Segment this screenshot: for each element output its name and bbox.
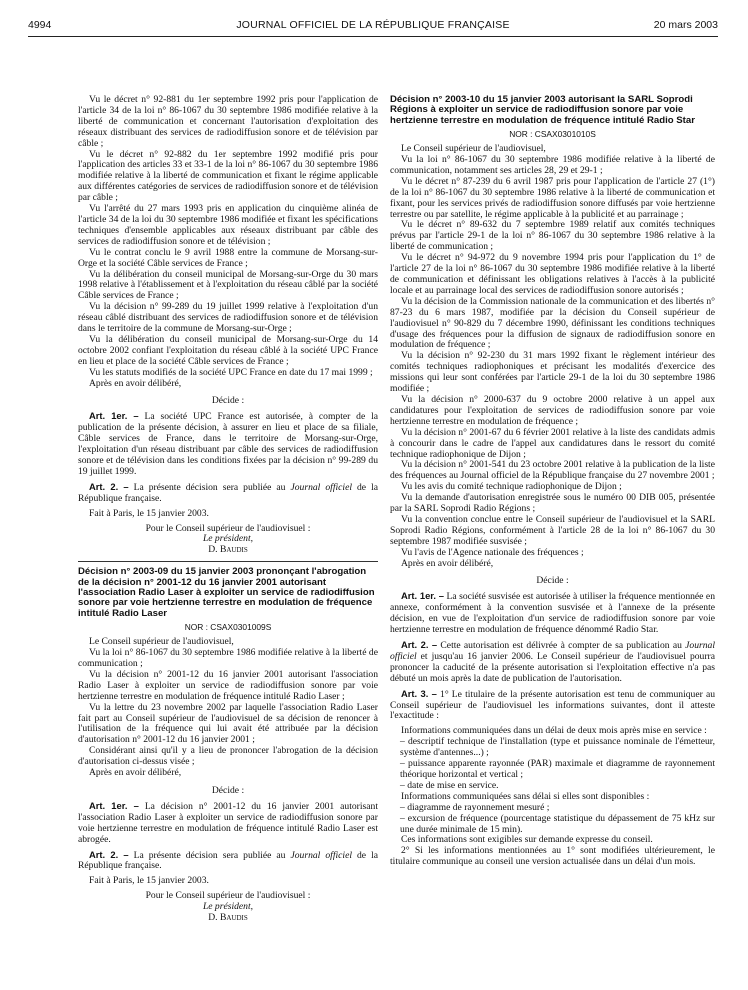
paragraph: Vu le décret n° 92-882 du 1er septembre 1992 modifié pris pour l'application des articles 33 et 33-1 de la loi n° 86-1067 du 30 septembre 1986 modifiée relative à la liberté de communication et fixant le régime applicable aux différentes catégories de services de radiodiffusion sonore et de télévision par câble ; <box>78 148 378 204</box>
paragraph: Vu la décision n° 2001-67 du 6 février 2001 relative à la liste des candidats admis à concourir dans le cadre de l'appel aux candidatures dans le ressort du comité technique radiophonique de Dijon ; <box>390 426 715 460</box>
list-item: – date de mise en service. <box>400 779 499 791</box>
paragraph: 2° Si les informations mentionnées au 1° sont modifiées ultérieurement, le titulaire communique au conseil une version actualisée dans un délai d'un mois. <box>390 845 715 868</box>
signature-role: Le président, <box>202 533 254 545</box>
signing-place-date: Fait à Paris, le 15 janvier 2003. <box>89 875 209 887</box>
paragraph: Ces informations sont exigibles sur demande expresse du conseil. <box>401 834 653 846</box>
journal-ref: Journal officiel <box>390 640 716 662</box>
signature-for: Pour le Conseil supérieur de l'audiovisuel : <box>145 522 311 534</box>
issue-date: 20 mars 2003 <box>653 19 718 31</box>
paragraph: Vu la délibération du conseil municipal de Morsang-sur-Orge du 30 mars 1998 relative à l'établissement et à l'exploitation du réseau câblé par la société Câble services de France ; <box>78 268 378 302</box>
decide-heading: Décide : <box>211 395 245 407</box>
list-item: – excursion de fréquence (pourcentage statistique du dépassement de 75 kHz sur une durée minimale de 15 min). <box>400 812 715 835</box>
article-2: Art. 2. – La présente décision sera publiée au Journal officiel de la République française. <box>78 848 378 872</box>
list-item: – descriptif technique de l'installation (type et puissance nominale de l'émetteur, système d'antennes...) ; <box>400 736 715 759</box>
list-item: – diagramme de rayonnement mesuré ; <box>400 801 550 813</box>
article-1: Art. 1er. – La décision n° 2001-12 du 16 janvier 2001 autorisant l'association Radio Laser à exploiter un service de radiodiffusion sonore par voie hertzienne terrestre en modulation de fréquence intitulé Radio Laser est abrogée. <box>78 799 378 845</box>
info-heading: Informations communiquées sans délai si elles sont disponibles : <box>401 790 650 802</box>
paragraph: Vu la délibération du conseil municipal de Morsang-sur-Orge du 14 octobre 2002 confiant l'exploitation du réseau câblé à la société UPC France en lieu et place de la société Câble services de France ; <box>78 333 378 367</box>
article-label: Art. 1er. – <box>401 590 444 602</box>
section-divider <box>78 561 378 562</box>
decision-title: Décision n° 2003-09 du 15 janvier 2003 prononçant l'abrogation de la décision n° 2001-12 du 16 janvier 2001 autorisant l'association Radio Laser à exploiter un service de radiodiffusion sonore par voie hertzienne terrestre en modulation de fréquence intitulé Radio Laser <box>78 566 375 619</box>
paragraph: Vu les statuts modifiés de la société UPC France en date du 17 mai 1999 ; <box>89 366 373 378</box>
paragraph: Vu le décret n° 87-239 du 6 avril 1987 pris pour l'application de l'article 27 (1°) de la loi n° 86-1067 du 30 septembre 1986 relative à la liberté de communication et fixant, pour les services privés de radiodiffusion sonore diffusés par voie hertzienne terrestre ou par satellite, le régime applicable à la publicité et au parrainage ; <box>390 175 715 220</box>
article-label: Art. 2. – <box>89 848 129 860</box>
signature-name: D. Baudis <box>208 544 248 556</box>
article-label: Art. 1er. – <box>89 410 139 422</box>
paragraph: Vu la décision n° 92-230 du 31 mars 1992 fixant le règlement intérieur des comités techniques radiophoniques et précisant les modalités d'exercice des missions qui leur sont conférées par l'article 29-1 de la loi du 30 septembre 1986 modifiée ; <box>390 350 715 395</box>
nor-reference: NOR : CSAX0301010S <box>509 129 596 140</box>
paragraph: Vu le contrat conclu le 9 avril 1988 entre la commune de Morsang-sur-Orge et la société Câble services de France ; <box>78 246 378 269</box>
paragraph: Vu la loi n° 86-1067 du 30 septembre 1986 modifiée relative à la liberté de communication, notamment ses articles 28, 29 et 29-1 ; <box>390 154 715 176</box>
article-1: Art. 1er. – La société susvisée est autorisée à utiliser la fréquence mentionnée en annexe, conformément à la convention susvisée et à l'annexe de la présente décision, en vue de l'exploitation d'un service de radiodiffusion sonore par voie hertzienne terrestre en modulation de fréquence dénommé Radio Star. <box>390 590 715 636</box>
signing-place-date: Fait à Paris, le 15 janvier 2003. <box>89 507 209 519</box>
page-number: 4994 <box>28 19 52 31</box>
paragraph: Vu la convention conclue entre le Conseil supérieur de l'audiovisuel et la SARL Soprodi Radio Régions, conformément à l'article 28 de la loi n° 86-1067 du 30 septembre 1987 modifiée susvisée ; <box>390 513 715 547</box>
paragraph: Vu les avis du comité technique radiophonique de Dijon ; <box>401 481 622 493</box>
paragraph: Vu la lettre du 23 novembre 2002 par laquelle l'association Radio Laser fait part au Conseil supérieur de l'audiovisuel de sa décision de renoncer à l'utilisation de la fréquence qui lui avait été attribuée par la décision d'autorisation n° 2001-12 du 16 janvier 2001 ; <box>78 701 378 746</box>
article-1 <box>78 411 378 477</box>
paragraph: Vu la demande d'autorisation enregistrée sous le numéro 00 DIB 005, présentée par la SARL Soprodi Radio Régions ; <box>390 492 715 515</box>
article-2: Art. 2. – La présente décision sera publiée au Journal officiel de la République française. <box>78 480 378 504</box>
paragraph: Vu la décision n° 2000-637 du 9 octobre 2000 relative à un appel aux candidatures pour l'exploitation de services de radiodiffusion sonore par voie hertzienne terrestre en modulation de fréquence ; <box>390 393 715 427</box>
paragraph: Après en avoir délibéré, <box>89 767 182 779</box>
journal-ref: Journal officiel <box>290 481 352 493</box>
signature-name: D. Baudis <box>208 912 248 924</box>
article-label: Art. 3. – <box>401 687 437 699</box>
signature-for: Pour le Conseil supérieur de l'audiovisuel : <box>145 890 311 902</box>
journal-title: JOURNAL OFFICIEL DE LA RÉPUBLIQUE FRANÇAISE <box>236 19 510 31</box>
paragraph: Vu la décision n° 2001-541 du 23 octobre 2001 relative à la publication de la liste des fréquences au Journal officiel de la République française du 27 novembre 2001 ; <box>390 459 715 482</box>
article-2: Art. 2. – Cette autorisation est délivrée à compter de sa publication au Journal officiel et jusqu'au 16 janvier 2006. Le Conseil supérieur de l'audiovisuel pourra prononcer la caducité de la présente autorisation si l'exploitation effective n'a pas débuté un mois après la date de publication de l'autorisation. <box>390 639 716 684</box>
paragraph: Vu la décision de la Commission nationale de la communication et des libertés n° 87-23 du 6 mars 1987, modifiée par la décision du Conseil supérieur de l'audiovisuel n° 90-829 du 7 décembre 1990, définissant les conditions techniques d'usage des fréquences pour la diffusion de signaux de radiodiffusion sonore en modulation de fréquence ; <box>390 295 715 351</box>
decide-heading: Décide : <box>536 575 569 587</box>
paragraph: Après en avoir délibéré, <box>401 557 494 569</box>
paragraph: Vu l'arrêté du 27 mars 1993 pris en application du cinquième alinéa de l'article 34 de la loi du 30 septembre 1986 modifiée et fixant les spécifications techniques d'ensemble applicables aux réseaux distribuant par câble des services de radiodiffusion sonore et de télévision ; <box>78 203 378 247</box>
paragraph: Le Conseil supérieur de l'audiovisuel, <box>89 636 234 648</box>
article-text: La société UPC France est autorisée, à compter de la publication de la présente décision, à assurer en lieu et place de sa filiale, Câble services de France, dans le territoire de Morsang-sur-Orge, l'exploitation d'un réseau distribuant par câble des services de radiodiffusion sonore et de télévision dans les conditions fixées par la décision n° 99-289 du 19 juillet 1999. <box>78 411 379 477</box>
decision-title: Décision n° 2003-10 du 15 janvier 2003 autorisant la SARL Soprodi Régions à exploiter un service de radiodiffusion sonore par voie hertzienne terrestre en modulation de fréquence intitulé Radio Star <box>390 94 695 126</box>
article-3: Art. 3. – 1° Le titulaire de la présente autorisation est tenu de communiquer au Conseil supérieur de l'audiovisuel les informations suivantes, dont il atteste l'exactitude : <box>390 687 715 722</box>
journal-ref: Journal officiel <box>290 849 352 861</box>
intro-paragraphs <box>78 95 378 389</box>
right-column <box>390 95 715 868</box>
nor-reference: NOR : CSAX0301009S <box>184 622 272 633</box>
info-heading: Informations communiquées dans un délai de deux mois après mise en service : <box>401 725 707 737</box>
paragraph: Vu la loi n° 86-1067 du 30 septembre 1986 modifiée relative à la liberté de communication ; <box>78 647 378 669</box>
paragraph: Après en avoir délibéré, <box>89 377 182 389</box>
list-item: – puissance apparente rayonnée (PAR) maximale et diagramme de rayonnement théorique horizontal et vertical ; <box>400 758 715 780</box>
paragraph: Vu le décret n° 89-632 du 7 septembre 1989 relatif aux comités techniques prévus par l'article 29-1 de la loi n° 86-1067 du 30 septembre 1986 relative à la liberté de communication ; <box>390 219 715 253</box>
signature-role: Le président, <box>202 901 254 913</box>
paragraph: Le Conseil supérieur de l'audiovisuel, <box>401 143 546 155</box>
paragraph: Vu le décret n° 94-972 du 9 novembre 1994 pris pour l'application du 1° de l'article 27 de la loi n° 86-1067 du 30 septembre 1986 modifiée relative à la liberté de communication et définissant les obligations relatives à l'accès à la publicité locale et au parrainage local des services de radiodiffusion sonore autorisés ; <box>390 252 715 296</box>
paragraph: Considérant ainsi qu'il y a lieu de prononcer l'abrogation de la décision d'autorisation ci-dessus visée ; <box>78 745 378 768</box>
article-label: Art. 2. – <box>401 639 438 650</box>
article-label: Art. 2. – <box>89 480 129 492</box>
decide-heading: Décide : <box>211 784 245 796</box>
header-rule <box>28 36 718 37</box>
paragraph: Vu le décret n° 92-881 du 1er septembre 1992 pris pour l'application de l'article 34 de la loi n° 86-1067 du 30 septembre 1986 modifiée relative à la liberté de communication et concernant l'autorisation d'exploitation des réseaux distribuant des services de radiodiffusion sonore et de télévision par câble ; <box>78 94 378 149</box>
left-column <box>78 95 378 924</box>
paragraph: Vu l'avis de l'Agence nationale des fréquences ; <box>401 546 584 558</box>
page-header <box>28 19 718 33</box>
article-label: Art. 1er. – <box>89 799 139 811</box>
paragraph: Vu la décision n° 99-289 du 19 juillet 1999 relative à l'exploitation d'un réseau câblé distribuant des services de radiodiffusion sonore et de télévision dans le territoire de la commune de Morsang-sur-Orge ; <box>78 301 378 335</box>
paragraph: Vu la décision n° 2001-12 du 16 janvier 2001 autorisant l'association Radio Laser à exploiter un service de radiodiffusion sonore par voie hertzienne terrestre en modulation de fréquence intitulé Radio Laser ; <box>78 668 378 702</box>
